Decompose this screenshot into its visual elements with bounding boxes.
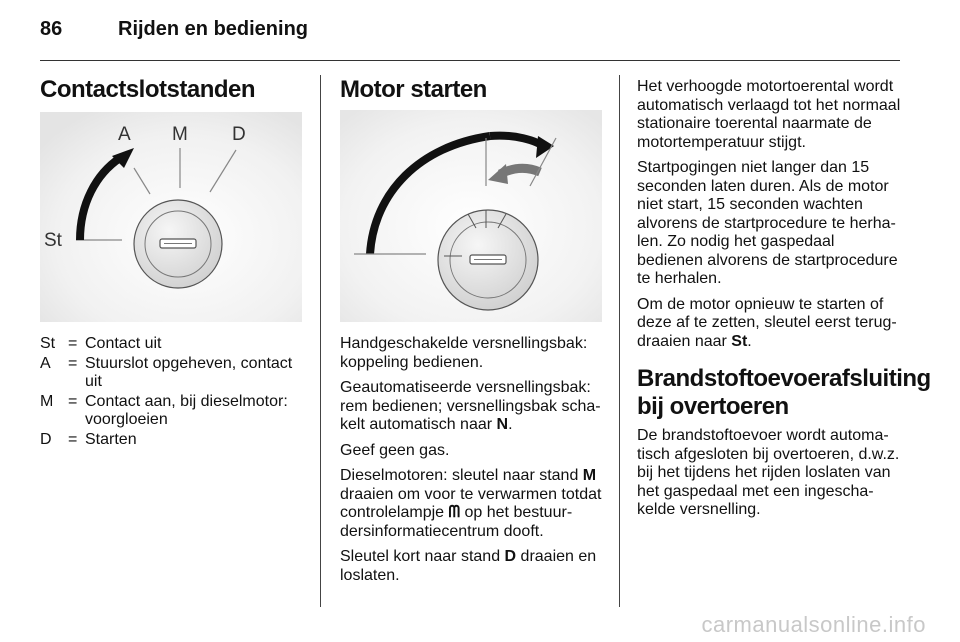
legend-eq: =: [68, 335, 78, 352]
paragraph: Geef geen gas.: [340, 441, 450, 459]
legend-text: Starten: [85, 431, 137, 448]
column-2-body: [340, 335, 602, 592]
legend-row: [40, 335, 302, 355]
section-title-motor-starten: Motor starten: [340, 76, 487, 103]
label-d: D: [232, 124, 246, 145]
ignition-legend: [40, 335, 302, 451]
column-3: [637, 78, 931, 527]
legend-eq: =: [68, 393, 78, 410]
text-run: draaien en loslaten.: [340, 548, 597, 584]
legend-key: M: [40, 393, 54, 410]
paragraph: Het verhoogde motortoerental wordt automatisch verlaagd tot het normaal stationaire toerental naarmate de motortemperatuur stijgt.: [637, 78, 901, 151]
page-number: 86: [40, 18, 63, 40]
text-run: Sleutel kort naar stand: [340, 548, 505, 565]
paragraph: Handgeschakelde versnellingsbak: koppeling bedienen.: [340, 335, 588, 371]
text-run: Om de motor opnieuw te starten of deze af te zetten, sleutel eerst terugdraaien naar: [637, 295, 897, 350]
position-m: M: [582, 467, 597, 484]
text-run: op het bestuurdersinformatiecentrum dooft.: [340, 504, 573, 540]
legend-eq: =: [68, 355, 78, 372]
paragraph: [340, 467, 602, 541]
text-run: .: [508, 416, 513, 433]
label-st: St: [44, 230, 62, 251]
legend-row: [40, 393, 302, 431]
section-title-brandstoftoevoerafsluiting: Brandstoftoevoerafsluiting bij overtoeren: [637, 365, 931, 420]
paragraph: [340, 379, 602, 435]
paragraph: [637, 296, 901, 352]
column-1: [40, 76, 302, 104]
legend-row: [40, 355, 302, 393]
column-divider-1: [320, 75, 321, 607]
column-divider-2: [619, 75, 620, 607]
column-2: [340, 76, 602, 104]
header-rule: [40, 60, 900, 61]
legend-text: Contact aan, bij dieselmotor: voorgloeien: [85, 393, 288, 428]
paragraph: [340, 548, 602, 585]
legend-key: D: [40, 431, 52, 448]
footer-watermark: carmanualsonline.info: [701, 612, 926, 637]
position-st: St: [731, 332, 748, 350]
section-title-contactslotstanden: Contactslotstanden: [40, 76, 256, 103]
legend-text: Contact uit: [85, 335, 162, 352]
ignition-positions-figure: [40, 112, 302, 322]
text-run: Dieselmotoren: sleutel naar stand: [340, 467, 583, 484]
legend-key: St: [40, 335, 56, 352]
glow-plug-icon: ᗰ: [448, 504, 461, 521]
legend-eq: =: [68, 431, 78, 448]
position-d: D: [504, 548, 517, 565]
label-m: M: [172, 124, 188, 145]
chapter-title: Rijden en bediening: [118, 18, 309, 40]
legend-key: A: [40, 355, 51, 372]
position-n: N: [496, 416, 509, 433]
text-run: .: [747, 332, 752, 350]
legend-row: [40, 431, 302, 451]
legend-text: Stuurslot opgeheven, contact uit: [85, 355, 293, 390]
text-run: draaien om voor te verwarmen totdat controlelampje: [340, 485, 602, 521]
engine-start-figure: [340, 110, 602, 322]
text-run: Geautomatiseerde versnellingsbak: rem bedienen; versnellingsbak schakelt automatisch naar: [340, 379, 601, 433]
paragraph: Startpogingen niet langer dan 15 seconden laten duren. Als de motor niet start, 15 seconden wachten alvorens de startprocedure te herhalen. Zo nodig het gaspedaal bedienen alvorens de startprocedure te herhalen.: [637, 159, 898, 287]
paragraph: De brandstoftoevoer wordt automatisch afgesloten bij overtoeren, d.w.z. bij het tijdens het rijden loslaten van het gaspedaal met een ingeschakelde versnelling.: [637, 427, 900, 518]
label-a: A: [118, 124, 131, 145]
